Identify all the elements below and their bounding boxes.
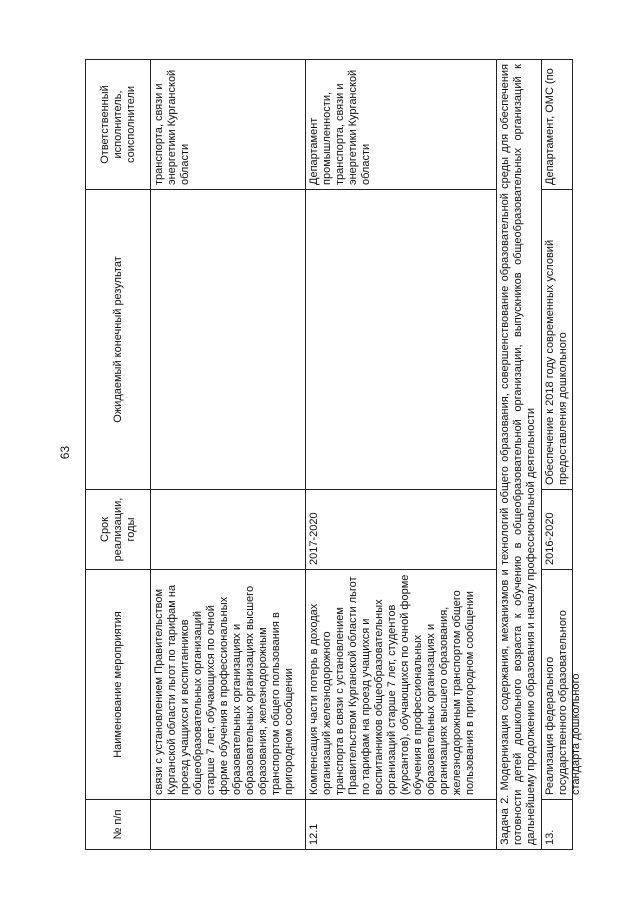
header-responsible: Ответственный исполнитель, соисполнители bbox=[86, 60, 151, 190]
table-row bbox=[306, 60, 497, 850]
header-num: № п/п bbox=[86, 800, 151, 850]
cell-result bbox=[151, 190, 306, 490]
header-term: Срок реализации, годы bbox=[86, 490, 151, 570]
task-text: Задача 2. Модернизация содержания, механизмов и технологий общего образования, совершенствование образовательной среды для обеспечения готовности детей дошкольного возраста к обучению в общеобразовательной организации, выпускников общеобразовательных организаций к дальнейшему продолжению образования и началу профессиональной деятельности bbox=[497, 60, 542, 850]
cell-term-wrap bbox=[542, 490, 573, 570]
cell-term bbox=[151, 490, 306, 570]
header-name: Наименование мероприятия bbox=[86, 570, 151, 800]
page-number: 63 bbox=[58, 445, 72, 460]
cell-name: Компенсация части потерь в доходах организаций железнодорожного транспорта в связи с установлением Правительством Курганской области льгот по тарифам на проезд учащихся и воспитанников общеобразовательных организаций старше 7 лет, студентов (курсантов), обучающихся по очной форме обучения в профессиональных образовательных организациях и организациях высшего образования, железнодорожным транспортом общего пользования в пригородном сообщении bbox=[306, 570, 497, 800]
table-header-row bbox=[86, 60, 151, 850]
cell-responsible: Департамент, ОМС (по bbox=[544, 68, 556, 185]
measures-table bbox=[85, 59, 582, 850]
cell-num: 13. bbox=[544, 829, 556, 845]
cell-term: 2016-2020 bbox=[544, 512, 556, 565]
task-row bbox=[497, 60, 542, 850]
cell-responsible-wrap bbox=[542, 60, 573, 190]
cell-result-wrap bbox=[542, 190, 573, 490]
cell-responsible: Департамент промышленности, транспорта, связи и энергетики Курганской области bbox=[306, 60, 497, 190]
cell-num: 12.1 bbox=[306, 800, 497, 850]
cell-num-wrap bbox=[542, 800, 573, 850]
cell-result bbox=[306, 190, 497, 490]
cell-name: связи с установлением Правительством Курганской области льгот по тарифам на проезд учащихся и воспитанников общеобразовательных организаций старше 7 лет, обучающихся по очной форме обучения в профессиональных образовательных организациях и образовательных организациях высшего образования, железнодорожным транспортом общего пользования в пригородном сообщении bbox=[151, 570, 306, 800]
table-row bbox=[151, 60, 306, 850]
cell-name: Реализация федерального государственного образовательного стандарта дошкольного bbox=[544, 610, 582, 795]
cell-term: 2017-2020 bbox=[306, 490, 497, 570]
header-result: Ожидаемый конечный результат bbox=[86, 190, 151, 490]
table-row bbox=[542, 60, 573, 850]
cell-name-wrap bbox=[542, 570, 582, 800]
cell-num bbox=[151, 800, 306, 850]
cell-responsible: транспорта, связи и энергетики Курганской области bbox=[151, 60, 306, 190]
cell-result: Обеспечение к 2018 году современных условий предоставления дошкольного bbox=[544, 239, 569, 485]
